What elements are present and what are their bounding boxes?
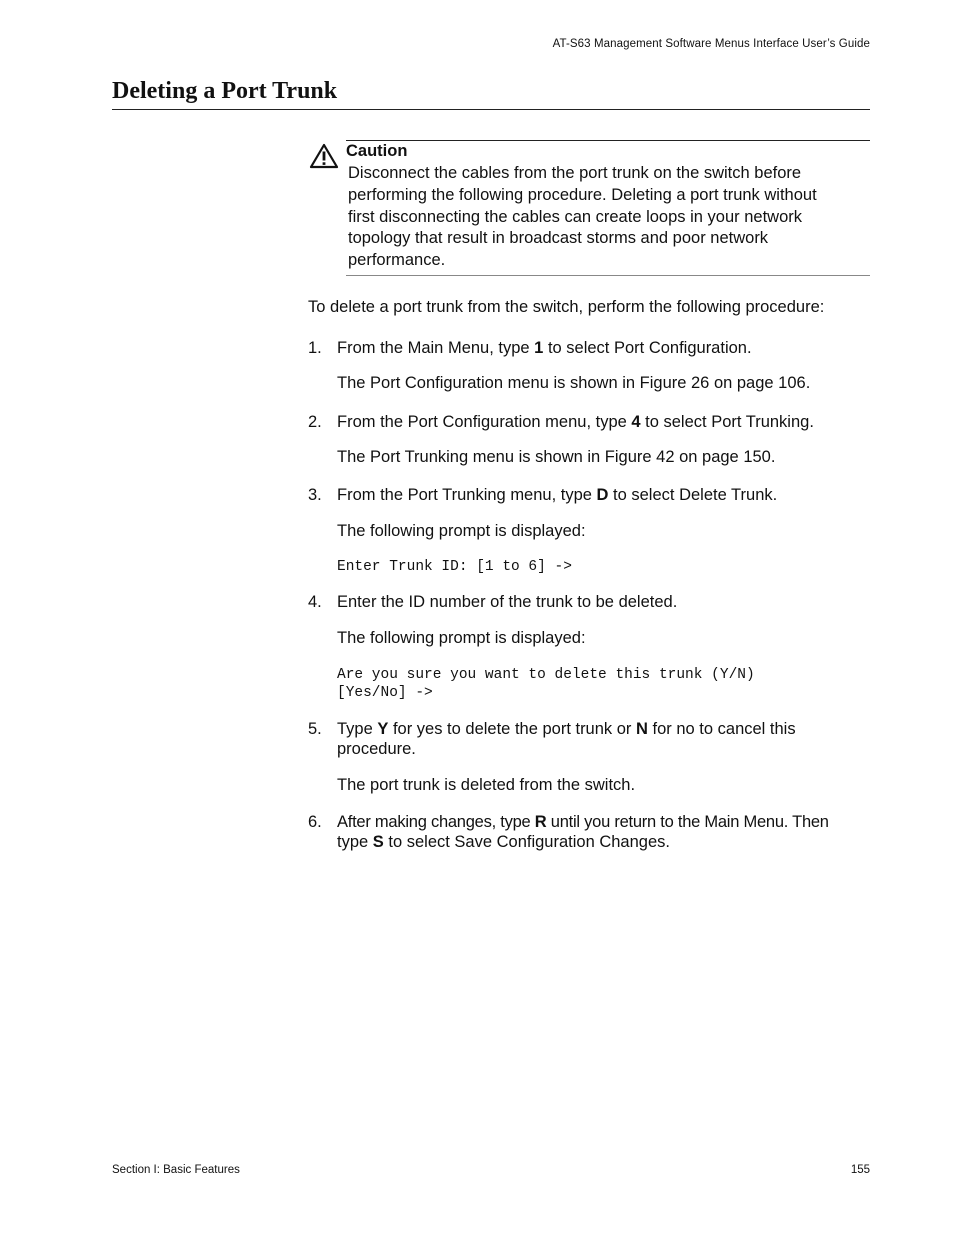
key-d: D [596,486,609,504]
running-header: AT-S63 Management Software Menus Interface User’s Guide [552,38,870,50]
caution-line: first disconnecting the cables can create loops in your network [348,207,802,226]
prompt-text: [Yes/No] -> [337,685,433,701]
footer-section: Section I: Basic Features [112,1164,240,1176]
step-3-result: The following prompt is displayed: [337,522,586,540]
caution-line: performance. [348,251,446,270]
step-6-text-line2: type S to select Save Configuration Changes. [337,833,670,851]
caution-line: performing the following procedure. Deleting a port trunk without [348,185,817,204]
caution-title: Caution [346,142,408,160]
step-1-text: From the Main Menu, type 1 to select Port Configuration. [337,339,752,357]
step-number: 2. [308,413,322,431]
step-1-result: The Port Configuration menu is shown in Figure 26 on page 106. [337,374,811,392]
step-4-text: Enter the ID number of the trunk to be deleted. [337,593,678,611]
page-number: 155 [850,1164,870,1176]
title-rule [112,109,870,110]
step-5-text-line2: procedure. [337,740,416,758]
step-5-text: Type Y for yes to delete the port trunk or N for no to cancel this [337,720,796,738]
caution-icon [309,143,339,169]
caution-line: Disconnect the cables from the port trunk on the switch before [348,164,802,182]
step-number: 4. [308,593,322,611]
step-number: 3. [308,486,322,504]
step-5-result: The port trunk is deleted from the switch. [337,776,636,794]
step-number: 1. [308,339,322,357]
caution-line: topology that result in broadcast storms and poor network [348,229,769,248]
step-3-text: From the Port Trunking menu, type D to select Delete Trunk. [337,486,778,504]
step-2-text: From the Port Configuration menu, type 4 to select Port Trunking. [337,413,814,431]
section-title: Deleting a Port Trunk [112,78,338,104]
prompt-text: Are you sure you want to delete this trunk (Y/N) [337,667,755,683]
caution-bottom-rule [346,275,870,276]
caution-top-rule [346,140,870,141]
caution-text [348,163,870,272]
step-4-result: The following prompt is displayed: [337,629,586,647]
key-s: S [372,833,384,851]
step-2-result: The Port Trunking menu is shown in Figure 42 on page 150. [337,448,776,466]
step-6-text: After making changes, type R until you return to the Main Menu. Then [337,813,829,831]
key-1: 1 [534,339,544,357]
intro-paragraph: To delete a port trunk from the switch, perform the following procedure: [308,298,825,316]
step-number: 5. [308,720,322,738]
key-y: Y [377,720,389,738]
key-n: N [636,720,648,738]
prompt-text: Enter Trunk ID: [1 to 6] -> [337,559,572,575]
key-r: R [534,813,547,831]
step-number: 6. [308,813,322,831]
key-4: 4 [631,413,641,431]
